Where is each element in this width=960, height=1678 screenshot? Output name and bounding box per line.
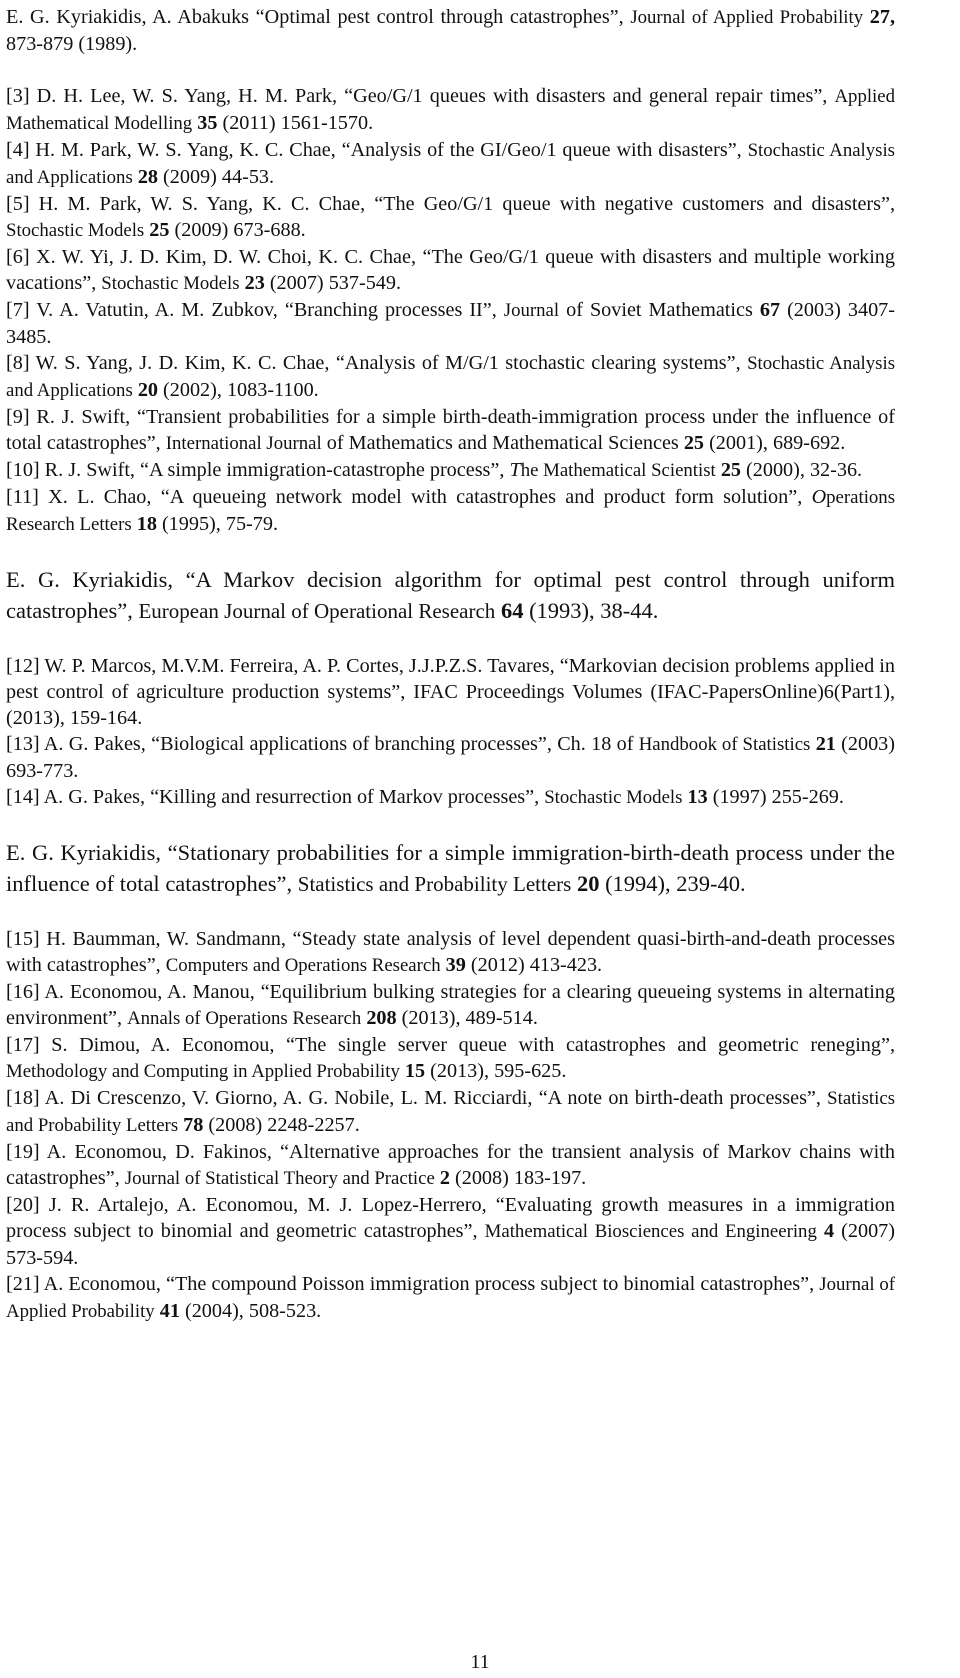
reference-r12 — [6, 653, 895, 731]
reference-text — [863, 6, 870, 28]
journal-name: Methodology and Computing in Applied Probability — [6, 1061, 400, 1082]
reference-text: (2000), 32-36. — [741, 459, 863, 481]
reference-text: (2003) 3407-3485. — [6, 299, 896, 348]
reference-text: of Soviet Mathematics — [559, 299, 760, 321]
reference-r-kyriakidis-1993 — [6, 564, 895, 627]
reference-r6 — [6, 244, 895, 297]
journal-name: Journal — [503, 300, 560, 321]
journal-name: European Journal of Operational Research — [138, 599, 496, 623]
journal-name: Handbook of Statistics — [638, 734, 811, 755]
reference-text: (2009) 673-688. — [169, 219, 306, 241]
reference-r19 — [6, 1139, 895, 1192]
reference-text: [5] H. M. Park, W. S. Yang, K. C. Chae, “The Geo/G/1 queue with negative customers and disasters”, — [6, 193, 895, 215]
italic-initial: O — [811, 486, 827, 508]
reference-text: [10] R. J. Swift, “A simple immigration-catastrophe process”, — [6, 459, 510, 481]
reference-text: (2001), 689-692. — [704, 432, 846, 454]
reference-text: (2002), 1083-1100. — [158, 379, 319, 401]
reference-text: (2011) 1561-1570. — [217, 112, 374, 134]
volume-number: 67 — [759, 299, 781, 321]
volume-number: 35 — [197, 112, 218, 134]
reference-text: (2008) 2248-2257. — [203, 1114, 360, 1136]
volume-number: 64 — [500, 598, 524, 623]
reference-r9 — [6, 404, 895, 457]
volume-number: 4 — [823, 1220, 835, 1242]
reference-r18 — [6, 1085, 895, 1139]
reference-text: (2013), 489-514. — [396, 1007, 538, 1029]
reference-r7 — [6, 297, 895, 350]
reference-r17 — [6, 1032, 895, 1085]
volume-number: 2 — [439, 1167, 450, 1189]
reference-text: (2013), 595-625. — [425, 1060, 567, 1082]
volume-number: 41 — [159, 1300, 180, 1322]
volume-number: 21 — [815, 733, 836, 755]
volume-number: 39 — [445, 954, 466, 976]
reference-text: [21] A. Economou, “The compound Poisson immigration process subject to binomial catastrophes”, — [6, 1273, 820, 1295]
reference-r-kyriakidis-1989 — [6, 4, 895, 57]
journal-name: perations Research Letters — [6, 487, 895, 535]
reference-r14 — [6, 784, 895, 811]
journal-name: Journal of Applied Probability — [630, 7, 864, 28]
reference-text: (2004), 508-523. — [179, 1300, 322, 1322]
volume-number: 25 — [720, 459, 741, 481]
reference-r15 — [6, 926, 895, 979]
reference-text: 873-879 (1989). — [6, 33, 138, 55]
volume-number: 25 — [683, 432, 705, 454]
journal-name: Stochastic Models — [6, 220, 145, 241]
reference-r-kyriakidis-1994 — [6, 837, 895, 900]
journal-name: Stochastic Analysis and Applications — [6, 140, 895, 188]
volume-number: 208 — [366, 1007, 397, 1029]
reference-r21 — [6, 1271, 895, 1325]
reference-text: (1993), 38-44. — [523, 598, 659, 623]
volume-number: 20 — [576, 871, 600, 896]
reference-text: [7] V. A. Vatutin, A. M. Zubkov, “Branching processes II”, — [6, 299, 504, 321]
reference-text: (2007) 573-594. — [6, 1220, 896, 1269]
reference-text: [8] W. S. Yang, J. D. Kim, K. C. Chae, “Analysis of M/G/1 stochastic clearing systems”, — [6, 352, 748, 374]
journal-name: Stochastic Models — [101, 273, 240, 294]
reference-text: (1995), 75-79. — [156, 513, 279, 535]
reference-r10 — [6, 457, 895, 484]
volume-number: 13 — [687, 786, 708, 808]
journal-name: Statistics and Probability Letters — [6, 1088, 895, 1136]
reference-text: [9] R. J. Swift, “Transient probabilities for a simple birth-death-immigration process under the influence of total catastrophes”, — [6, 406, 895, 454]
volume-number: 27, — [869, 6, 895, 28]
reference-text: [12] W. P. Marcos, M.V.M. Ferreira, A. P. Cortes, J.J.P.Z.S. Tavares, “Markovian decision problems applied in pest control of agriculture production systems”, IFAC Proceedings Volumes (IFAC-PapersOnline)6(Part1), (2013), 159-164. — [6, 655, 895, 729]
journal-name: Journal of Statistical Theory and Practice — [124, 1168, 435, 1189]
reference-text: (2007) 537-549. — [264, 272, 402, 294]
reference-text: [17] S. Dimou, A. Economou, “The single server queue with catastrophes and geometric reneging”, — [6, 1034, 895, 1056]
reference-text: of Mathematics and Mathematical Sciences — [321, 432, 684, 454]
page-number: 11 — [470, 1651, 490, 1673]
journal-name: Stochastic Analysis and Applications — [6, 353, 896, 401]
reference-text: (2009) 44-53. — [158, 166, 275, 188]
reference-r16 — [6, 979, 895, 1032]
reference-text: E. G. Kyriakidis, “A Markov decision algorithm for optimal pest control through uniform catastrophes”, — [6, 567, 895, 623]
journal-name: Mathematical Biosciences and Engineering — [484, 1221, 817, 1242]
volume-number: 28 — [137, 166, 158, 188]
journal-name: Computers and Operations Research — [165, 955, 441, 976]
volume-number: 18 — [136, 513, 157, 535]
journal-name: Annals of Operations Research — [127, 1008, 362, 1029]
volume-number: 15 — [404, 1060, 426, 1082]
reference-text: (2003) 693-773. — [6, 733, 896, 782]
volume-number: 20 — [137, 379, 158, 401]
reference-r4 — [6, 137, 895, 191]
reference-text: [15] H. Baumman, W. Sandmann, “Steady state analysis of level dependent quasi-birth-and-death processes with catastrophes”, — [6, 928, 895, 976]
reference-text: [20] J. R. Artalejo, A. Economou, M. J. Lopez-Herrero, “Evaluating growth measures in a immigration process subject to binomial and geometric catastrophes”, — [6, 1194, 895, 1242]
italic-initial: T — [509, 459, 521, 481]
reference-text: (1997) 255-269. — [707, 786, 844, 808]
reference-text: [6] X. W. Yi, J. D. Kim, D. W. Choi, K. C. Chae, “The Geo/G/1 queue with disasters and multiple working vacations”, — [6, 246, 895, 294]
reference-text: [18] A. Di Crescenzo, V. Giorno, A. G. Nobile, L. M. Ricciardi, “A note on birth-death processes”, — [6, 1087, 828, 1109]
reference-text: E. G. Kyriakidis, “Stationary probabilities for a simple immigration-birth-death process under the influence of total catastrophes”, — [6, 840, 895, 896]
volume-number: 78 — [183, 1114, 204, 1136]
journal-name: Stochastic Models — [544, 787, 683, 808]
journal-name: he Mathematical Scientist — [520, 460, 716, 481]
reference-text: [16] A. Economou, A. Manou, “Equilibrium bulking strategies for a clearing queueing systems in alternating environment”, — [6, 981, 895, 1029]
journal-name: International Journal — [165, 433, 322, 454]
reference-text: [13] A. G. Pakes, “Biological applications of branching processes”, Ch. 18 of — [6, 733, 639, 755]
reference-text: [19] A. Economou, D. Fakinos, “Alternative approaches for the transient analysis of Markov chains with catastrophes”, — [6, 1141, 895, 1189]
reference-list — [6, 4, 895, 1325]
volume-number: 25 — [149, 219, 170, 241]
reference-r3 — [6, 83, 895, 137]
reference-text: (2012) 413-423. — [465, 954, 603, 976]
reference-text: (1994), 239-40. — [599, 871, 746, 896]
reference-text: (2008) 183-197. — [449, 1167, 587, 1189]
journal-name: Applied Mathematical Modelling — [6, 86, 895, 134]
reference-text: [14] A. G. Pakes, “Killing and resurrection of Markov processes”, — [6, 786, 545, 808]
reference-r20 — [6, 1192, 895, 1271]
journal-name: Statistics and Probability Letters — [297, 872, 572, 896]
reference-r11 — [6, 484, 895, 538]
reference-r8 — [6, 350, 895, 404]
reference-text: [3] D. H. Lee, W. S. Yang, H. M. Park, “Geo/G/1 queues with disasters and general repair times”, — [6, 85, 835, 107]
reference-text: E. G. Kyriakidis, A. Abakuks “Optimal pest control through catastrophes”, — [6, 6, 631, 28]
reference-r5 — [6, 191, 895, 244]
journal-name: Journal of Applied Probability — [6, 1274, 895, 1322]
volume-number: 23 — [244, 272, 265, 294]
reference-text: [4] H. M. Park, W. S. Yang, K. C. Chae, “Analysis of the GI/Geo/1 queue with disasters”, — [6, 139, 748, 161]
reference-text: [11] X. L. Chao, “A queueing network model with catastrophes and product form solution”, — [6, 486, 812, 508]
reference-text — [817, 1220, 824, 1242]
reference-r13 — [6, 731, 895, 784]
